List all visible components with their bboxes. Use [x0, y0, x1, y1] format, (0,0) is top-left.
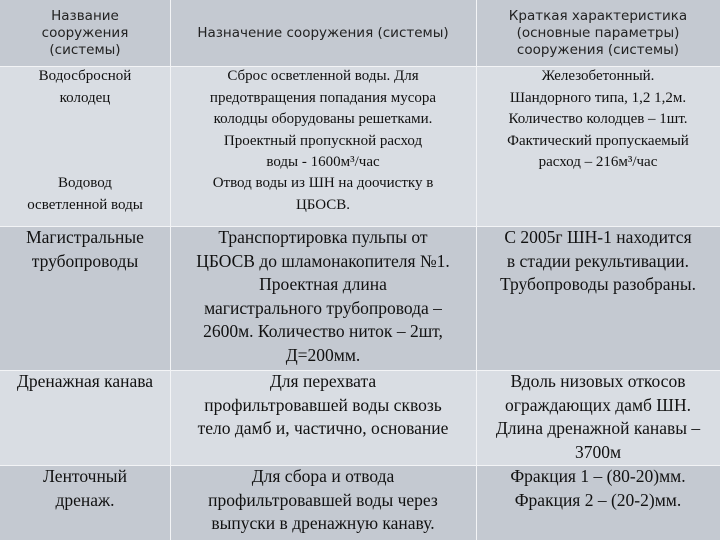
- cell-text: Магистральные: [26, 227, 144, 247]
- cell-text: С 2005г ШН-1 находится: [504, 227, 692, 247]
- column-divider: [170, 0, 171, 540]
- cell-text: колодцы оборудованы решетками.: [213, 111, 433, 127]
- header-text: сооружения: [41, 24, 129, 41]
- cell-text: профильтровавшей воды сквозь: [204, 394, 442, 415]
- cell-text: в стадии рекультивации.: [506, 250, 690, 271]
- cell-text: Фракция 2 – (20-2)мм.: [514, 489, 682, 510]
- cell-text: трубопроводы: [31, 250, 139, 271]
- cell-name: [0, 66, 170, 173]
- cell-name: [0, 465, 170, 540]
- table-row: [0, 66, 720, 173]
- cell-text: Трубопроводы разобраны.: [499, 274, 696, 294]
- cell-text: дренаж.: [55, 489, 115, 510]
- header-cell-name: [0, 0, 170, 66]
- cell-text: Для сбора и отвода: [251, 466, 395, 486]
- row-divider: [0, 370, 720, 371]
- cell-text: Фракция 1 – (80-20)мм.: [510, 466, 686, 486]
- cell-text: Длина дренажной канавы –: [495, 418, 701, 438]
- cell-spec: [476, 173, 720, 226]
- cell-text: ограждающих дамб ШН.: [505, 394, 691, 415]
- cell-text: осветленной воды: [27, 196, 143, 213]
- cell-text: Для перехвата: [269, 371, 377, 391]
- cell-text: Транспортировка пульпы от: [218, 227, 428, 247]
- table-row: [0, 173, 720, 226]
- cell-spec: [476, 465, 720, 540]
- header-text: (системы): [49, 41, 121, 58]
- header-text: сооружения (системы): [516, 41, 680, 58]
- cell-text: Отвод воды из ШН на доочистку в: [212, 175, 434, 191]
- cell-purpose: [170, 66, 476, 173]
- cell-name: [0, 173, 170, 226]
- table-header-row: [0, 0, 720, 66]
- header-text: Назначение сооружения (системы): [197, 24, 449, 41]
- cell-text: Водосбросной: [38, 68, 132, 84]
- cell-text: Проектный пропускной расход: [223, 132, 423, 149]
- cell-text: Сброс осветленной воды. Для: [227, 68, 419, 84]
- header-text: Название: [51, 7, 119, 24]
- cell-text: профильтровавшей воды через: [208, 489, 438, 510]
- cell-text: Фактический пропускаемый: [507, 132, 689, 149]
- cell-text: Водовод: [58, 175, 112, 191]
- cell-text: Количество колодцев – 1шт.: [508, 111, 688, 127]
- header-cell-spec: [476, 0, 720, 66]
- cell-text: ЦБОСВ до шламонакопителя №1.: [196, 250, 450, 271]
- cell-purpose: [170, 226, 476, 370]
- cell-text: 2600м. Количество ниток – 2шт,: [203, 321, 443, 341]
- cell-text: колодец: [59, 89, 111, 106]
- cell-name: [0, 370, 170, 465]
- row-divider: [0, 465, 720, 466]
- table-row: [0, 465, 720, 540]
- row-divider: [0, 226, 720, 227]
- cell-purpose: [170, 370, 476, 465]
- cell-text: расход – 216м³/час: [538, 154, 658, 170]
- cell-text: Проектная длина: [259, 274, 387, 294]
- header-text: Краткая характеристика: [508, 7, 688, 24]
- cell-purpose: [170, 173, 476, 226]
- cell-text: Железобетонный.: [541, 68, 655, 84]
- cell-text: Вдоль низовых откосов: [510, 371, 686, 391]
- cell-purpose: [170, 465, 476, 540]
- cell-text: Дренажная канава: [16, 371, 154, 391]
- header-cell-purpose: [170, 0, 476, 66]
- cell-text: предотвращения попадания мусора: [209, 89, 437, 106]
- table-row: [0, 226, 720, 370]
- cell-spec: [476, 226, 720, 370]
- row-divider: [0, 66, 720, 67]
- cell-text: Шандорного типа, 1,2 1,2м.: [509, 89, 687, 106]
- cell-text: воды - 1600м³/час: [266, 154, 380, 170]
- cell-text: ЦБОСВ.: [295, 196, 351, 213]
- table-row: [0, 370, 720, 465]
- cell-text: тело дамб и, частично, основание: [197, 418, 449, 438]
- cell-name: [0, 226, 170, 370]
- cell-text: выпуски в дренажную канаву.: [211, 513, 435, 533]
- cell-spec: [476, 66, 720, 173]
- cell-text: Д=200мм.: [285, 344, 361, 365]
- header-text: (основные параметры): [516, 24, 680, 41]
- cell-spec: [476, 370, 720, 465]
- column-divider: [476, 0, 477, 540]
- cell-text: магистрального трубопровода –: [204, 297, 442, 318]
- cell-text: Ленточный: [43, 466, 127, 486]
- cell-text: 3700м: [574, 441, 622, 462]
